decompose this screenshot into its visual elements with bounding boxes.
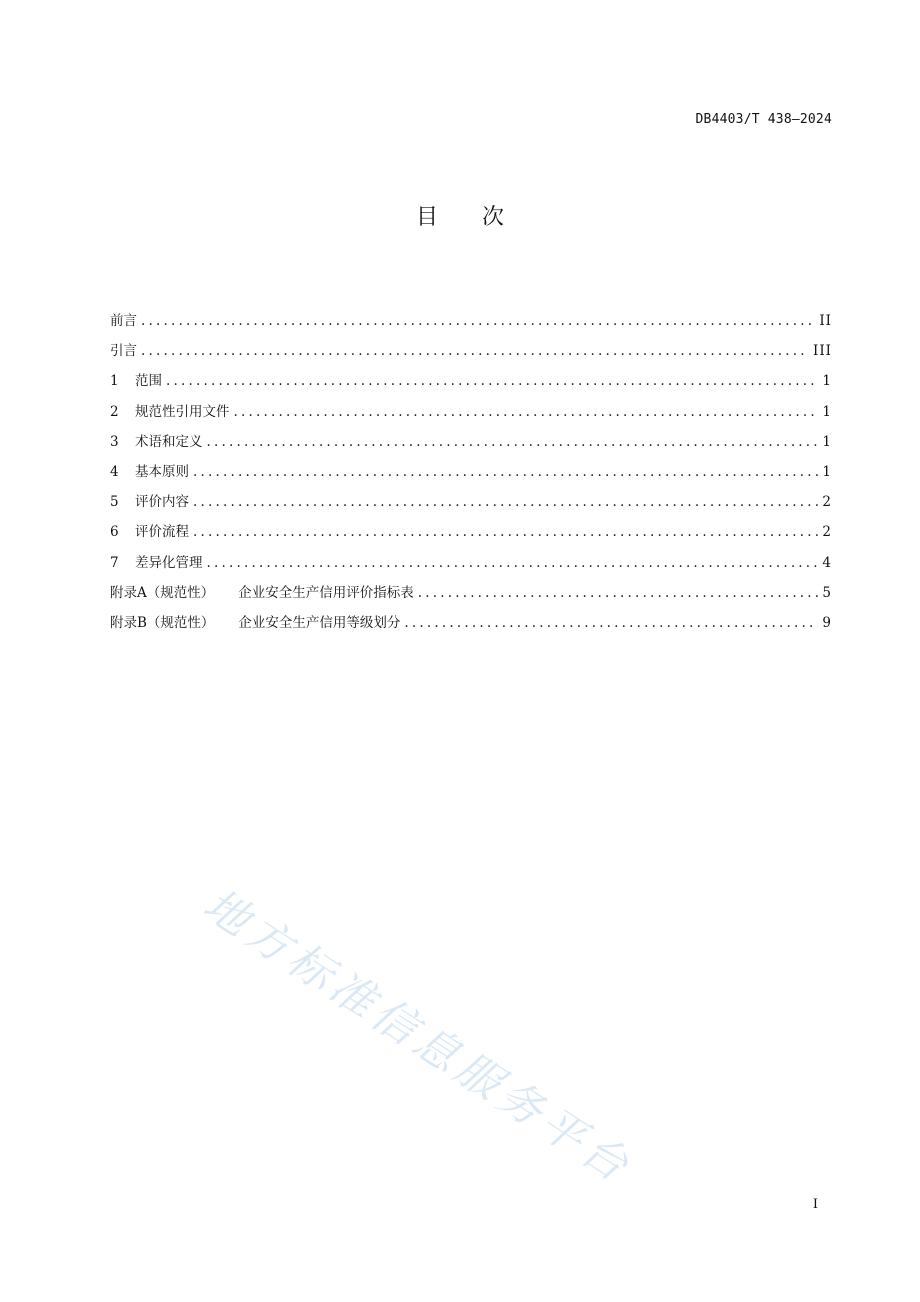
toc-entry-page: 4 bbox=[822, 554, 832, 571]
toc-entry-page: 1 bbox=[822, 463, 832, 480]
toc-entry-page: 1 bbox=[822, 373, 832, 390]
toc-entry-page: II bbox=[819, 313, 832, 329]
toc-entry-label: 评价内容 bbox=[135, 494, 189, 511]
toc-entry-number: 1 bbox=[110, 373, 119, 390]
toc-entry-page: 2 bbox=[822, 494, 832, 511]
toc-title: 目次 bbox=[415, 205, 548, 230]
toc-entry-annex-a[interactable] bbox=[110, 578, 832, 608]
toc-entry-number: 7 bbox=[110, 554, 119, 571]
toc-entry-foreword[interactable] bbox=[110, 306, 832, 336]
toc-dot-leader bbox=[193, 517, 818, 547]
toc-entry-label: 企业安全生产信用等级划分 bbox=[238, 614, 401, 631]
toc-dot-leader bbox=[234, 397, 819, 427]
toc-entry-introduction[interactable] bbox=[110, 336, 832, 366]
toc-entry-number: 2 bbox=[110, 403, 119, 420]
toc-entry-differentiated-management[interactable] bbox=[110, 548, 832, 578]
page-number: I bbox=[812, 1197, 818, 1212]
toc-entry-label: 基本原则 bbox=[135, 463, 189, 480]
toc-entry-label: 评价流程 bbox=[135, 524, 189, 541]
toc-annex-number: 附录A（规范性） bbox=[110, 584, 215, 601]
toc-entry-label: 引言 bbox=[110, 343, 137, 360]
toc-dot-leader bbox=[193, 487, 818, 517]
toc-entry-page: 2 bbox=[822, 524, 832, 541]
toc-entry-normative-references[interactable] bbox=[110, 397, 832, 427]
toc-entry-page: 1 bbox=[822, 403, 832, 420]
toc-entry-number: 4 bbox=[110, 463, 119, 480]
toc-dot-leader bbox=[207, 427, 819, 457]
toc-entry-number: 3 bbox=[110, 433, 119, 450]
toc-dot-leader bbox=[193, 457, 818, 487]
toc-entry-number: 6 bbox=[110, 524, 119, 541]
toc-entry-annex-b[interactable] bbox=[110, 608, 832, 638]
toc-entry-label: 术语和定义 bbox=[135, 433, 203, 450]
toc-entry-terms-definitions[interactable] bbox=[110, 427, 832, 457]
toc-annex-number: 附录B（规范性） bbox=[110, 614, 215, 631]
toc-entry-page: 9 bbox=[822, 614, 832, 631]
table-of-contents bbox=[110, 306, 832, 638]
toc-entry-scope[interactable] bbox=[110, 366, 832, 396]
toc-dot-leader bbox=[418, 578, 819, 608]
toc-entry-label: 规范性引用文件 bbox=[135, 403, 230, 420]
toc-dot-leader bbox=[141, 306, 815, 336]
toc-entry-label: 范围 bbox=[135, 373, 162, 390]
toc-dot-leader bbox=[207, 548, 819, 578]
document-code: DB4403/T 438—2024 bbox=[695, 112, 832, 127]
toc-entry-evaluation-content[interactable] bbox=[110, 487, 832, 517]
toc-entry-label: 企业安全生产信用评价指标表 bbox=[238, 584, 414, 601]
toc-entry-page: 5 bbox=[822, 584, 832, 601]
toc-dot-leader bbox=[141, 336, 809, 366]
toc-entry-page: 1 bbox=[822, 433, 832, 450]
toc-entry-page: III bbox=[813, 343, 832, 360]
toc-entry-label: 前言 bbox=[110, 313, 137, 329]
toc-entry-number: 5 bbox=[110, 494, 119, 511]
toc-entry-evaluation-process[interactable] bbox=[110, 517, 832, 547]
toc-dot-leader bbox=[404, 608, 818, 638]
watermark: 地方标准信息服务平台 bbox=[194, 879, 642, 1195]
toc-entry-label: 差异化管理 bbox=[135, 554, 203, 571]
toc-entry-basic-principles[interactable] bbox=[110, 457, 832, 487]
toc-dot-leader bbox=[166, 366, 818, 396]
